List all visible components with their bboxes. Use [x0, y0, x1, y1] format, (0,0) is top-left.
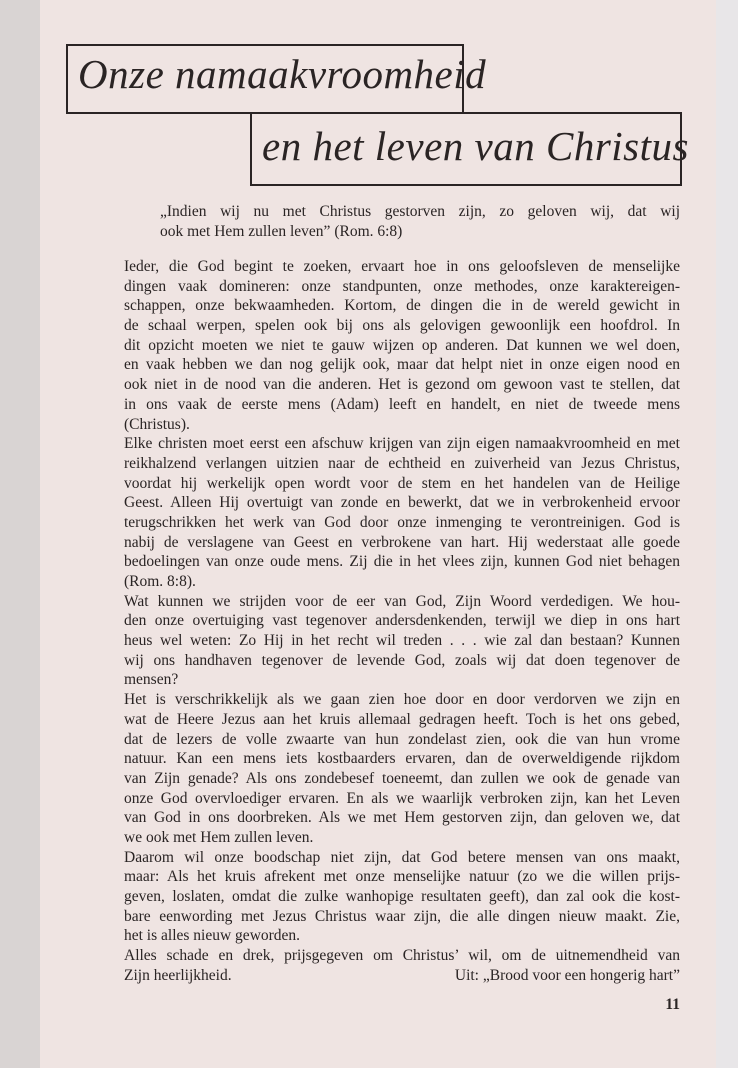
article-body: [124, 257, 680, 985]
text-line: we ook met Hem zullen leven.: [124, 828, 314, 846]
text-line: nabij de verslagene van Geest en verbrokene van hart. Hij wederstaat alle goede: [124, 533, 680, 551]
text-line: maar: Als het kruis afrekent met onze menselijke natuur (zo we die willen prijs-: [124, 868, 680, 886]
page-number: 11: [665, 996, 680, 1013]
text-line: Elke christen moet eerst een afschuw krijgen van zijn eigen namaakvroomheid en met: [124, 435, 680, 453]
text-line: bare eenwording met Jezus Christus waar zijn, die alle dingen nieuw maakt. Zie,: [124, 907, 680, 925]
title-line-2: en het leven van Christus: [262, 123, 689, 169]
text-line: Het is verschrikkelijk als we gaan zien hoe door en door verdorven we zijn en: [124, 691, 680, 709]
paragraph: [124, 257, 680, 434]
source-citation: Uit: „Brood voor een hongerig hart”: [454, 966, 680, 984]
paragraph: [124, 592, 680, 690]
text-line: de schaal werpen, spelen ook bij ons als gelovigen gewoonlijk een hoofdrol. In: [124, 317, 680, 335]
text-line: Wat kunnen we strijden voor de eer van God, Zijn Woord verdedigen. We hou-: [124, 592, 680, 610]
text-line: bedoelingen van onze oude mens. Zij die in het vlees zijn, kunnen God niet behagen: [124, 553, 680, 571]
text-line: den onze overtuiging vast tegenover andersdenkenden, terwijl we diep in ons hart: [124, 612, 680, 630]
text-line: Zijn heerlijkheid.: [124, 966, 232, 984]
text-line: dat de lezers de volle zwaarte van hun zondelast zien, ook die van hun vrome: [124, 730, 680, 748]
text-line: terugschrikken het werk van God door onze inmenging te verontreinigen. God is: [124, 513, 680, 531]
text-line: van Zijn genade? Als ons zondebesef toeneemt, dan zullen we ook de genade van: [124, 769, 680, 787]
text-line: schappen, onze bekwaamheden. Kortom, de dingen die in de wereld gewicht in: [124, 297, 680, 315]
text-line: wat de Heere Jezus aan het kruis allemaal gedragen heeft. Toch is het ons gebed,: [124, 710, 680, 728]
paragraph: [124, 848, 680, 946]
title-line-1: Onze namaakvroomheid: [78, 51, 487, 97]
paragraph: [124, 690, 680, 848]
epigraph-line: ook met Hem zullen leven” (Rom. 6:8): [160, 223, 403, 240]
text-line: geven, loslaten, omdat die zulke wanhopige resultaten geeft), dan zal ook die kost-: [124, 888, 680, 905]
paragraph: [124, 946, 680, 966]
text-line: van God in ons doorbreken. Als we met Hem gestorven zijn, dan geloven we, dat: [124, 809, 680, 827]
text-line: ook niet in de nood van die anderen. Het is gezond om gewoon vast te stellen, dat: [124, 376, 680, 394]
final-line: [124, 966, 680, 986]
text-line: wij ons handhaven tegenover de levende God, zoals wij dat doen tegenover de: [124, 651, 680, 669]
text-line: in ons vaak de eerste mens (Adam) leeft en handelt, en niet de tweede mens: [124, 395, 680, 413]
text-line: mensen?: [124, 671, 179, 689]
text-line: natuur. Kan een mens iets kostbaarders ervaren, dan de overweldigende rijkdom: [124, 750, 680, 768]
paragraph: [124, 434, 680, 592]
epigraph-line: „Indien wij nu met Christus gestorven zijn, zo geloven wij, dat wij: [160, 203, 680, 220]
text-line: reikhalzend verlangen uitzien naar de echtheid en zuiverheid van Jezus Christus,: [124, 454, 680, 472]
text-line: Alles schade en drek, prijsgegeven om Christus’ wil, om de uitnemendheid van: [124, 947, 680, 965]
text-line: dingen vaak domineren: onze standpunten, onze methodes, onze karaktereigen-: [124, 277, 680, 295]
text-line: Daarom wil onze boodschap niet zijn, dat God betere mensen van ons maakt,: [124, 848, 680, 866]
text-line: dit opzicht moeten we niet te gauw wijzen op anderen. Dat kunnen we wel doen,: [124, 336, 680, 354]
text-line: Geest. Alleen Hij overtuigt van zonde en bewerkt, dat we in verbrokenheid ervoor: [124, 494, 680, 512]
text-line: onze God overvloediger ervaren. En als we waarlijk verbroken zijn, kan het Leven: [124, 789, 680, 807]
text-line: voordat hij werkelijk open wordt voor de stem en het handelen van de Heilige: [124, 474, 680, 492]
text-line: het is alles nieuw geworden.: [124, 927, 301, 945]
text-line: heus wel weten: Zo Hij in het recht wil treden . . . wie zal dan bestaan? Kunnen: [124, 632, 680, 650]
epigraph: [160, 202, 680, 242]
scan-edge: [716, 0, 738, 1068]
text-line: (Rom. 8:8).: [124, 573, 196, 590]
text-line: en vaak hebben we dan nog gelijk ook, maar dat helpt niet in onze eigen nood en: [124, 356, 680, 374]
text-line: (Christus).: [124, 415, 190, 433]
text-line: Ieder, die God begint te zoeken, ervaart hoe in ons geloofsleven de menselijke: [124, 258, 680, 275]
